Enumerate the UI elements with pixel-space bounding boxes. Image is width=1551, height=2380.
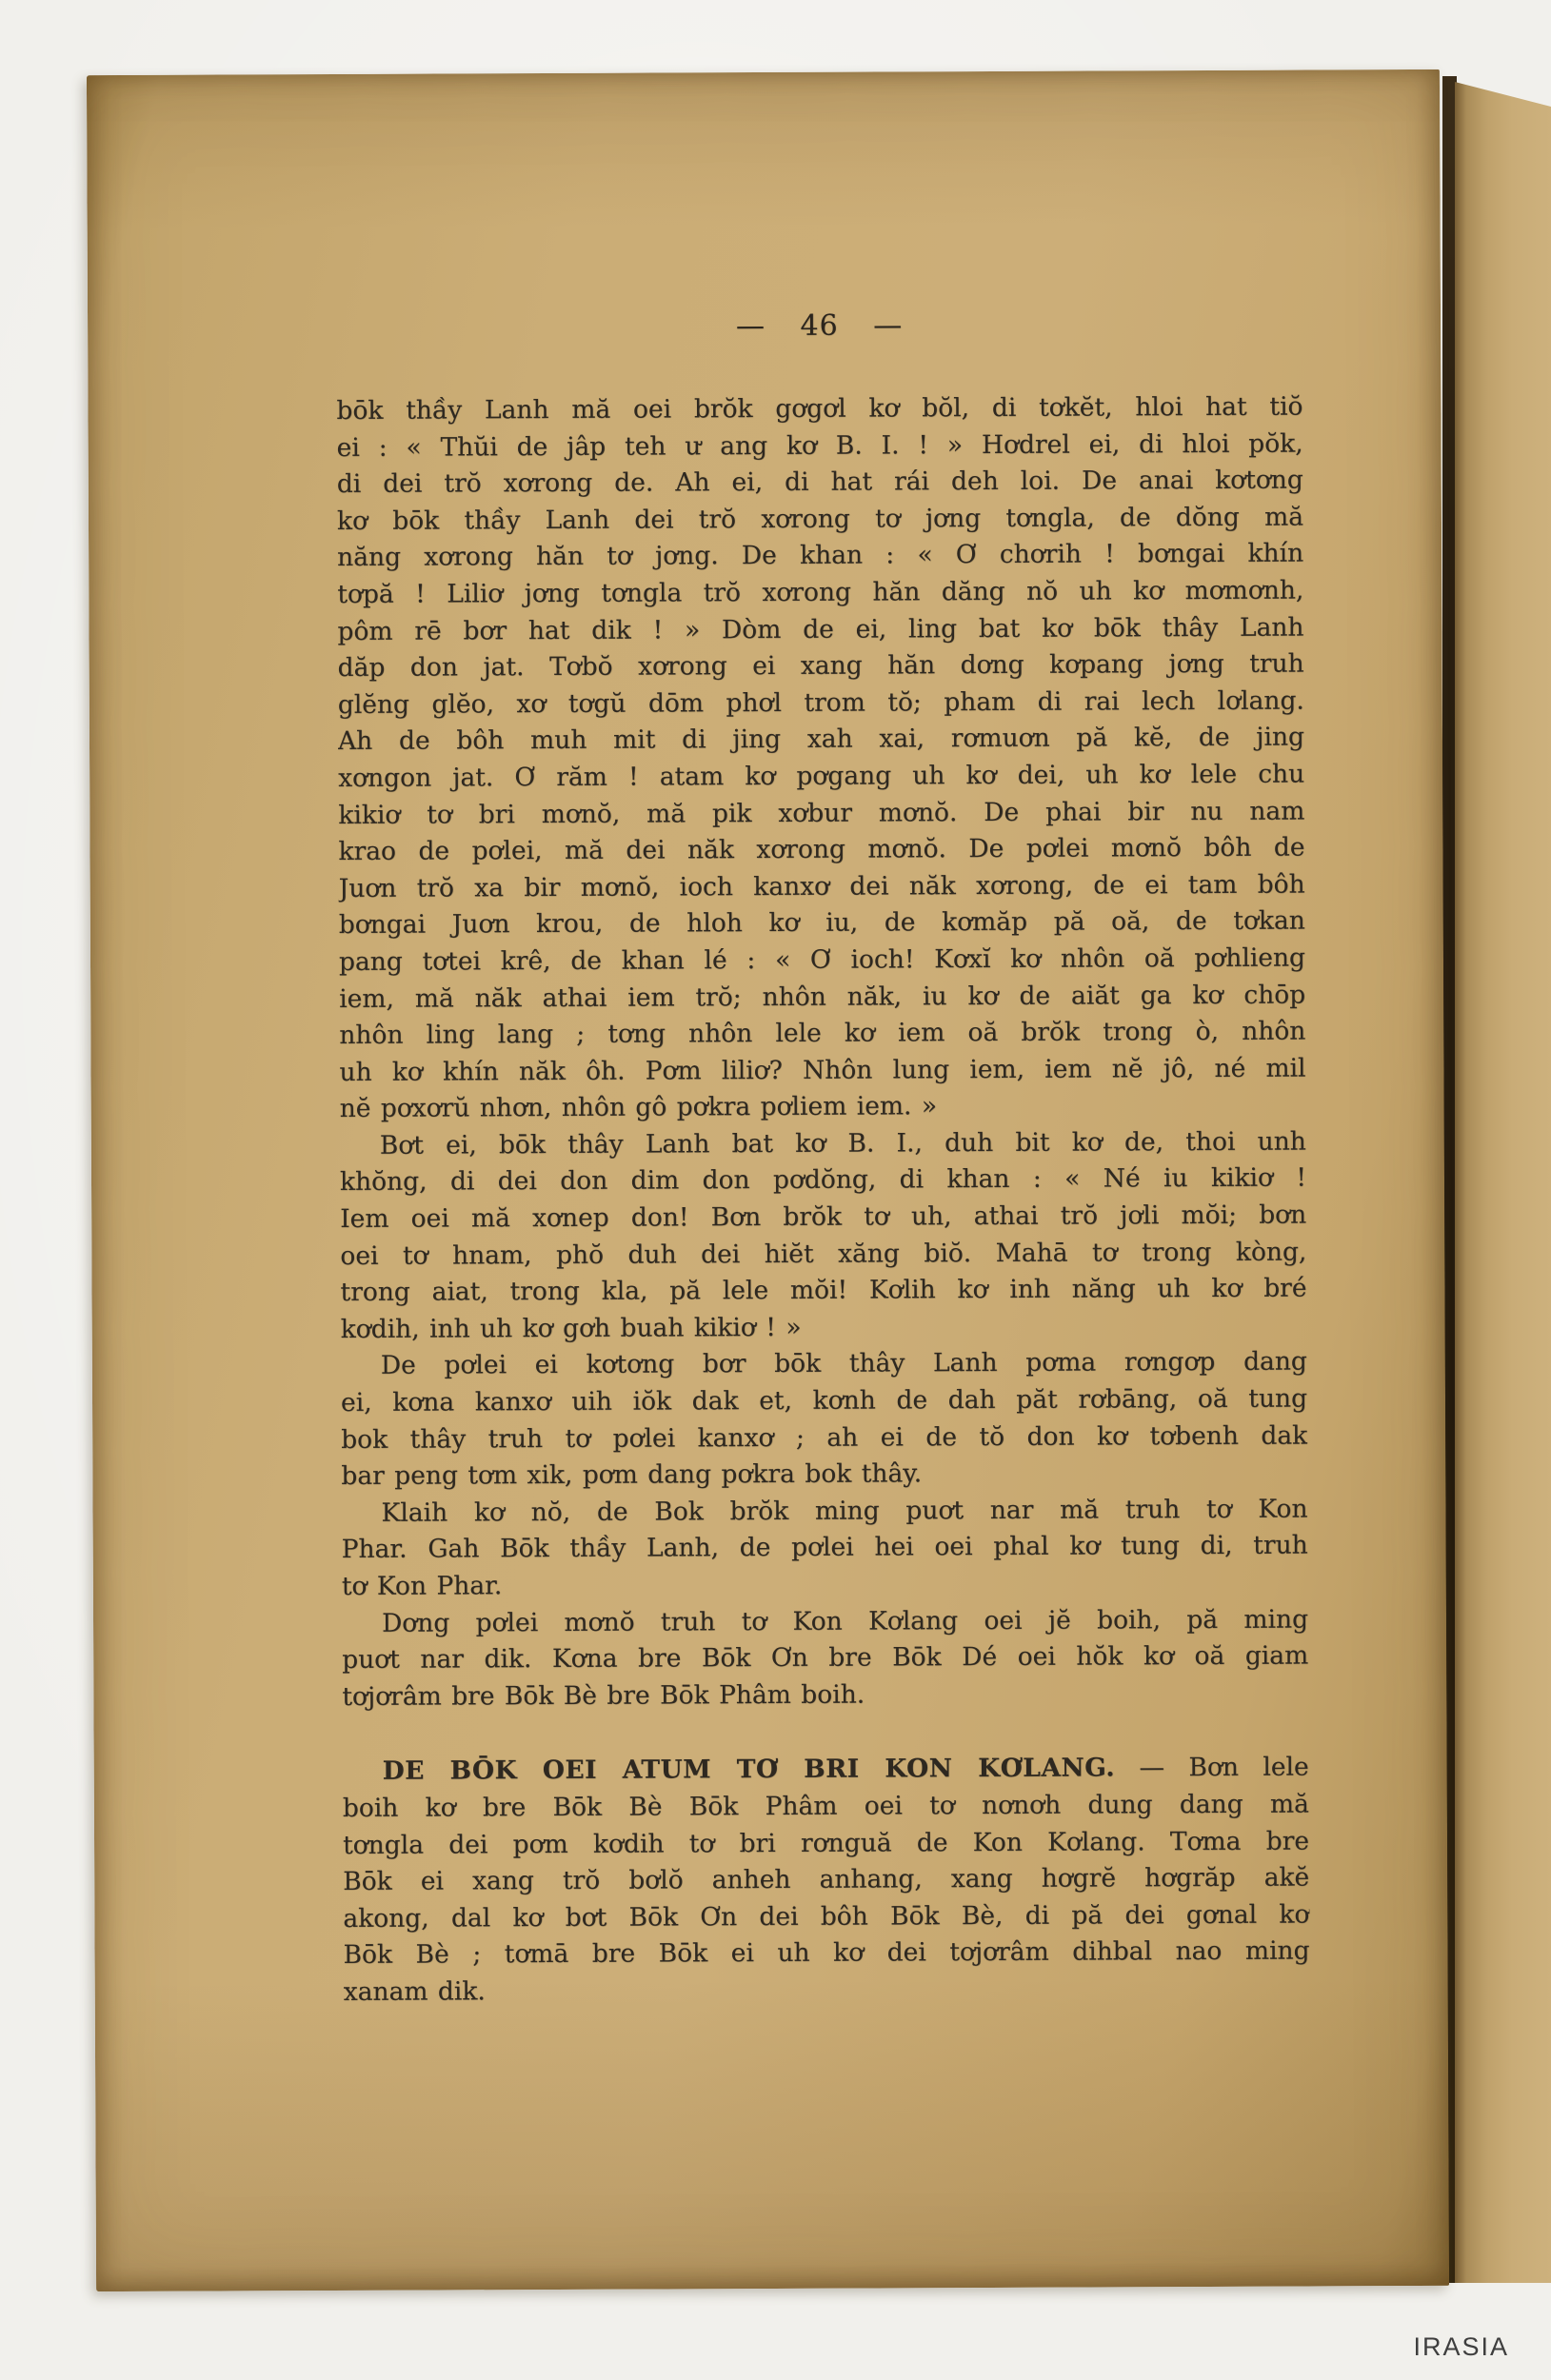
text-line: bơngai Juơn krou, de hloh kơ iu, de kơmăp pă oă, de tơkan xyxy=(338,905,1305,941)
text-line: akong, dal kơ bơt Bōk Ơn dei bôh Bōk Bè, di pă dei gơnal kơ xyxy=(343,1899,1310,1934)
text-block xyxy=(336,389,1309,2012)
text-line: Bơt ei, bōk thây Lanh bat kơ B. I., duh bit kơ de, thoi unh xyxy=(379,1126,1306,1160)
text-line: Bōk Bè ; tơmā bre Bōk ei uh kơ dei tơjơrâm dihbal nao ming xyxy=(343,1935,1310,1971)
text-line: pôm rē bơr hat dik ! » Dòm de ei, ling bat kơ bōk thây Lanh xyxy=(337,612,1304,646)
text-line: Iem oei mă xơnep don! Bơn brŏk tơ uh, athai trŏ jơli mŏi; bơn xyxy=(340,1200,1307,1235)
page-content xyxy=(336,305,1310,2012)
text-line: Juơn trŏ xa bir mơnŏ, ioch kanxơ dei năk xơrong, de ei tam bôh xyxy=(338,869,1305,903)
text-line: tơngla dei pơm kơdih tơ bri rơnguă de Kon Kơlang. Tơma bre xyxy=(342,1826,1310,1860)
text-line: năng xơrong hăn tơ jơng. De khan : « Ơ chơrih ! bơngai khín xyxy=(337,538,1304,573)
paragraph xyxy=(336,389,1305,1128)
text-line: Ah de bôh muh mit di jing xah xai, rơmuơn pă kĕ, de jing xyxy=(337,722,1305,757)
paragraph xyxy=(342,1601,1308,1716)
text-line: boih kơ bre Bōk Bè Bōk Phâm oei tơ nơnơh dung dang mă xyxy=(342,1789,1309,1823)
text-line: nhôn ling lang ; tơng nhôn lele kơ iem oă brŏk trong ò, nhôn xyxy=(339,1016,1306,1051)
text-line: xanam dik. xyxy=(343,1976,486,2007)
text-line: tơpă ! Liliơ jơng tơngla trŏ xơrong hăn dăng nŏ uh kơ mơmơnh, xyxy=(337,575,1304,609)
text-line: De pơlei ei kơtơng bơr bōk thây Lanh pơma rơngơp dang xyxy=(380,1346,1307,1381)
text-line: krao de pơlei, mă dei năk xơrong mơnŏ. De pơlei mơnŏ bôh de xyxy=(338,832,1305,867)
text-line: kơdih, inh uh kơ gơh buah kikiơ ! » xyxy=(340,1312,802,1344)
heading-continuation: — Bơn lele xyxy=(1115,1752,1309,1783)
text-line: ei : « Thŭi de jâp teh ư ang kơ B. I. ! » Hơdrel ei, di hloi pŏk, xyxy=(336,428,1303,463)
text-line: dăp don jat. Tơbŏ xơrong ei xang hăn dơng kơpang jơng truh xyxy=(337,648,1304,684)
paragraph xyxy=(341,1491,1307,1605)
paragraph xyxy=(340,1123,1307,1348)
text-line: glĕng glĕo, xơ tơgŭ dōm phơl trom tŏ; pham di rai lech lơlang. xyxy=(337,685,1304,720)
text-line: khŏng, di dei don dim don pơdŏng, di khan : « Né iu kikiơ ! xyxy=(339,1163,1307,1198)
text-line: pang tơtei krê, de khan lé : « Ơ ioch! Kơxĭ kơ nhôn oă pơhlieng xyxy=(338,942,1306,977)
page-number: — 46 — xyxy=(735,308,904,344)
text-line: Phar. Gah Bōk thầy Lanh, de pơlei hei oei phal kơ tung di, truh xyxy=(341,1530,1308,1565)
text-line: Bōk ei xang trŏ bơlŏ anheh anhang, xang hơgrĕ hơgrăp akĕ xyxy=(343,1862,1310,1897)
text-line: trong aiat, trong kla, pă lele mŏi! Kơlih kơ inh năng uh kơ bré xyxy=(340,1273,1307,1308)
text-line: bok thây truh tơ pơlei kanxơ ; ah ei de tŏ don kơ tơbenh dak xyxy=(341,1420,1308,1455)
text-line: uh kơ khín năk ôh. Pơm liliơ? Nhôn lung iem, iem nĕ jô, né mil xyxy=(339,1053,1306,1087)
text-line: Klaih kơ nŏ, de Bok brŏk ming puơt nar mă truh tơ Kon xyxy=(381,1494,1308,1528)
paragraph xyxy=(341,1344,1308,1496)
text-line: bōk thầy Lanh mă oei brŏk gơgơl kơ bŏl, di tơkĕt, hloi hat tiŏ xyxy=(336,391,1303,426)
text-line: tơ Kon Phar. xyxy=(341,1571,503,1601)
text-line: iem, mă năk athai iem trŏ; nhôn năk, iu kơ de aiăt ga kơ chōp xyxy=(339,980,1306,1014)
text-line: xơngon jat. Ơ răm ! atam kơ pơgang uh kơ dei, uh kơ lele chu xyxy=(338,759,1305,793)
text-line: di dei trŏ xơrong de. Ah ei, di hat rái deh loi. De anai kơtơng xyxy=(336,465,1303,500)
text-line: bar peng tơm xik, pơm dang pơkra bok thây. xyxy=(341,1458,923,1492)
adjacent-page-edge xyxy=(1455,82,1551,2283)
text-line: kơ bōk thầy Lanh dei trŏ xơrong tơ jơng tơngla, de dŏng mă xyxy=(336,502,1304,536)
text-line: kikiơ tơ bri mơnŏ, mă pik xơbur mơnŏ. De phai bir nu nam xyxy=(338,796,1305,830)
text-line: ei, kơna kanxơ uih iŏk dak et, kơnh de dah păt rơbāng, oă tung xyxy=(340,1383,1308,1418)
watermark: IRASIA xyxy=(1413,2332,1509,2361)
text-line: oei tơ hnam, phŏ duh dei hiĕt xăng biŏ. Mahā tơ trong kòng, xyxy=(340,1237,1307,1271)
book-page xyxy=(87,69,1449,2291)
text-line: tơjơrâm bre Bōk Bè bre Bōk Phâm boih. xyxy=(342,1679,865,1712)
text-line: Dơng pơlei mơnŏ truh tơ Kon Kơlang oei jĕ boih, pă ming xyxy=(381,1604,1309,1638)
text-line: puơt nar dik. Kơna bre Bōk Ơn bre Bōk Dé oei hŏk kơ oă giam xyxy=(342,1640,1309,1676)
text-line xyxy=(343,1750,1309,1791)
paragraph xyxy=(343,1750,1310,2012)
section-heading: DE BŌK OEI ATUM TƠ BRI KON KƠLANG. xyxy=(382,1753,1116,1787)
text-line: nĕ pơxơrŭ nhơn, nhôn gô pơkra pơliem iem. » xyxy=(339,1091,938,1124)
